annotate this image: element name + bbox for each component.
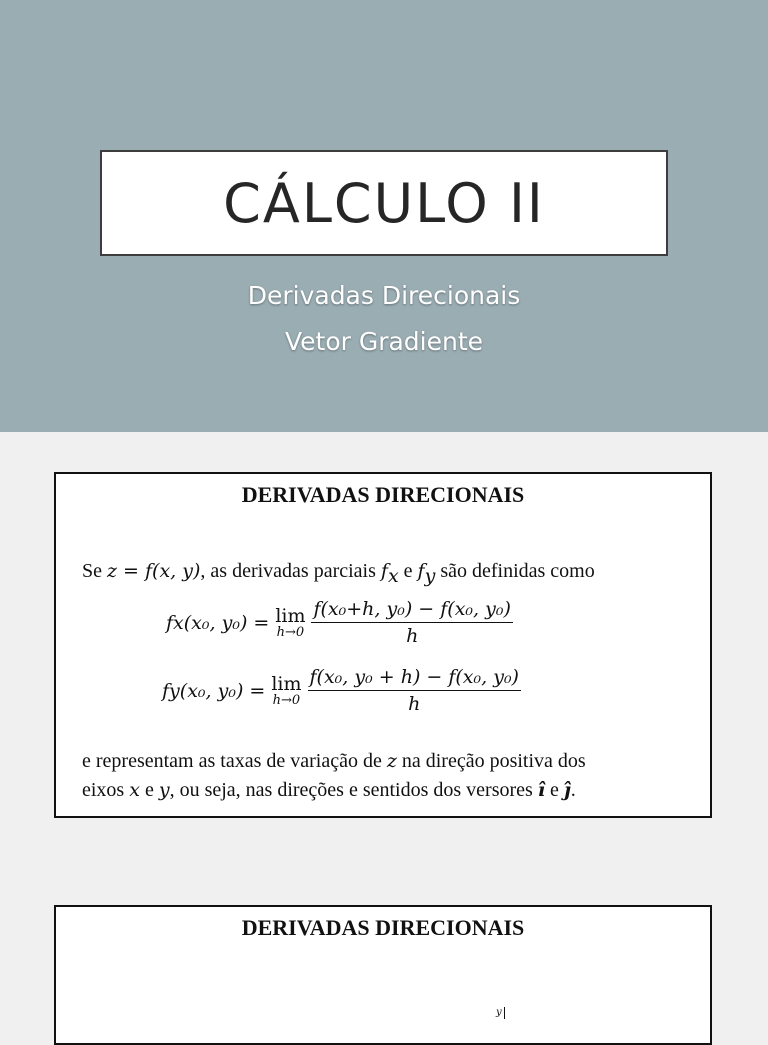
conclusion-text: e [545,779,564,801]
intro-text: e [398,560,418,582]
equation-fy [162,666,521,715]
conclusion-text: . [570,779,576,801]
slide-heading: DERIVADAS DIRECIONAIS [241,482,525,507]
title-slide [0,0,768,432]
fy-subscript: y [424,565,436,587]
intro-text: Se [82,560,107,582]
fraction-denominator: h [408,693,421,715]
lim-text: lim [275,604,306,627]
conclusion-text: na direção positiva dos [396,750,586,772]
limit-operator [275,606,305,640]
fraction-denominator: h [406,625,419,647]
conclusion-text: , ou seja, nas direções e sentidos dos versores [169,779,538,801]
subtitle-line-2: Vetor Gradiente [284,327,484,356]
eq-args: (x₀, y₀) = [183,611,270,634]
conclusion-line-1 [82,750,586,773]
conclusion-text: e [139,779,159,801]
eq-lhs-subscript: y [169,679,180,702]
fy-symbol: f [417,560,425,582]
versor-j: ĵ [563,779,571,801]
limit-operator [271,674,301,708]
lim-subscript: h→0 [276,624,305,640]
x-symbol: x [129,779,140,801]
eq-args: (x₀, y₀) = [179,679,266,702]
eq-lhs-subscript: x [173,611,184,634]
conclusion-text: e representam as taxas de variação de [82,750,387,772]
function-expression: z = f(x, y) [107,560,201,582]
lim-subscript: h→0 [272,692,301,708]
slide-heading: DERIVADAS DIRECIONAIS [241,915,525,940]
axis-label: y [496,1007,502,1018]
slide-title: CÁLCULO II [223,171,545,235]
fraction-numerator: f(x₀+h, y₀) − f(x₀, y₀) [311,598,512,623]
fx-symbol: f [380,560,388,582]
content-slide-2 [54,905,712,1045]
axis-arrow-icon [496,1007,505,1019]
subtitle-line-1: Derivadas Direcionais [247,281,521,310]
intro-paragraph [82,560,595,587]
versor-i: î [537,779,546,801]
intro-text: são definidas como [435,560,595,582]
equation-fx [166,598,513,647]
eq-lhs: f [166,611,174,634]
lim-text: lim [271,672,302,695]
fraction-numerator: f(x₀, y₀ + h) − f(x₀, y₀) [308,666,521,691]
title-box [100,150,668,256]
intro-text: , as derivadas parciais [200,560,381,582]
eq-lhs: f [162,679,170,702]
difference-quotient [308,666,521,715]
content-slide-1 [54,472,712,818]
y-symbol: y [158,779,170,801]
difference-quotient [311,598,512,647]
conclusion-line-2 [82,779,576,802]
fx-subscript: x [387,565,399,587]
conclusion-text: eixos [82,779,130,801]
z-symbol: z [386,750,397,772]
